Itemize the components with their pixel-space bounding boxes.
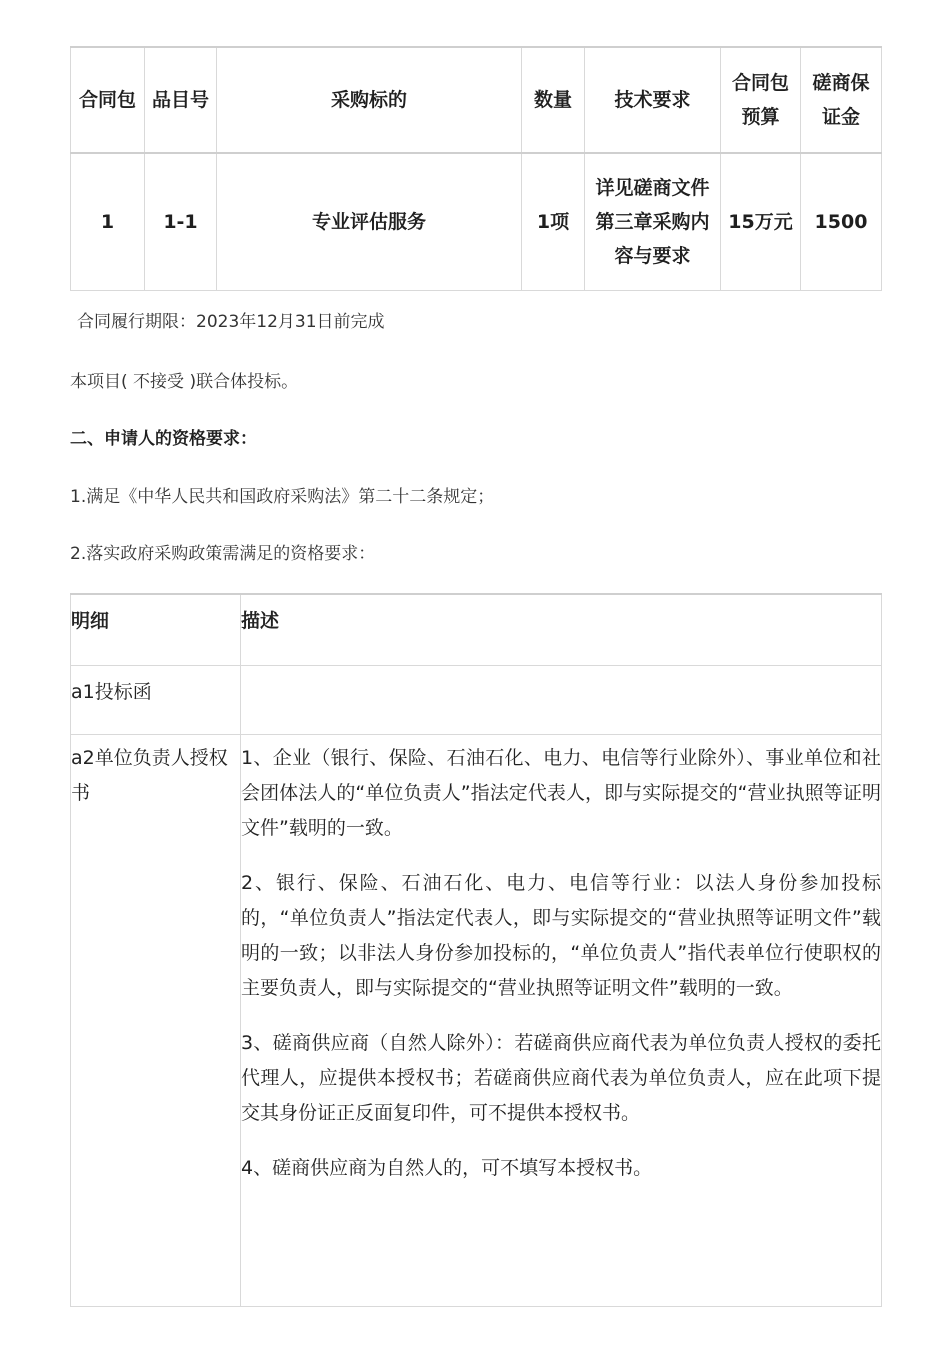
header-cell: 描述 — [241, 594, 882, 666]
item-cell: a2单位负责人授权书 — [71, 735, 241, 1307]
procurement-table-header — [71, 47, 882, 153]
desc-cell — [241, 666, 882, 735]
table-cell: 1项 — [522, 153, 585, 291]
header-cell: 品目号 — [145, 47, 217, 153]
procurement-table — [70, 46, 882, 291]
description-paragraph: 1、企业（银行、保险、石油石化、电力、电信等行业除外）、事业单位和社会团体法人的“单位负责人”指法定代表人，即与实际提交的“营业执照等证明文件”载明的一致。 — [241, 747, 881, 839]
description-block — [241, 735, 881, 1186]
table-cell: 详见磋商文件第三章采购内容与要求 — [585, 153, 721, 291]
item-cell: a1投标函 — [71, 666, 241, 735]
table-cell: 1 — [71, 153, 145, 291]
contract-deadline: 合同履行期限：2023年12月31日前完成 — [77, 312, 385, 332]
table-cell: 15万元 — [721, 153, 801, 291]
requirement-1: 1.满足《中华人民共和国政府采购法》第二十二条规定； — [70, 487, 495, 507]
description-paragraph: 3、磋商供应商（自然人除外）：若磋商供应商代表为单位负责人授权的委托代理人，应提供本授权书；若磋商供应商代表为单位负责人，应在此项下提交其身份证正反面复印件，可不提供本授权书。 — [241, 1032, 881, 1124]
table-cell: 1500 — [801, 153, 882, 291]
table-row — [71, 735, 882, 1307]
header-cell: 合同包 — [71, 47, 145, 153]
qualification-table — [70, 593, 882, 1307]
header-cell: 磋商保证金 — [801, 47, 882, 153]
header-cell: 采购标的 — [217, 47, 522, 153]
consortium-note: 本项目( 不接受 )联合体投标。 — [70, 372, 299, 392]
description-paragraph: 4、磋商供应商为自然人的，可不填写本授权书。 — [241, 1157, 653, 1179]
header-cell: 明细 — [71, 594, 241, 666]
table-cell: 1-1 — [145, 153, 217, 291]
document-page — [70, 46, 881, 1179]
header-cell: 数量 — [522, 47, 585, 153]
table-row — [71, 153, 882, 291]
requirement-2: 2.落实政府采购政策需满足的资格要求： — [70, 544, 376, 564]
section-title: 二、申请人的资格要求： — [70, 429, 257, 449]
desc-cell — [241, 735, 882, 1307]
table-row — [71, 666, 882, 735]
table-cell: 专业评估服务 — [217, 153, 522, 291]
qualification-table-header — [71, 594, 882, 666]
description-paragraph: 2、银行、保险、石油石化、电力、电信等行业：以法人身份参加投标的，“单位负责人”指法定代表人，即与实际提交的“营业执照等证明文件”载明的一致；以非法人身份参加投标的，“单位负责人”指代表单位行使职权的主要负责人，即与实际提交的“营业执照等证明文件”载明的一致。 — [241, 872, 881, 999]
header-cell: 合同包预算 — [721, 47, 801, 153]
header-cell: 技术要求 — [585, 47, 721, 153]
